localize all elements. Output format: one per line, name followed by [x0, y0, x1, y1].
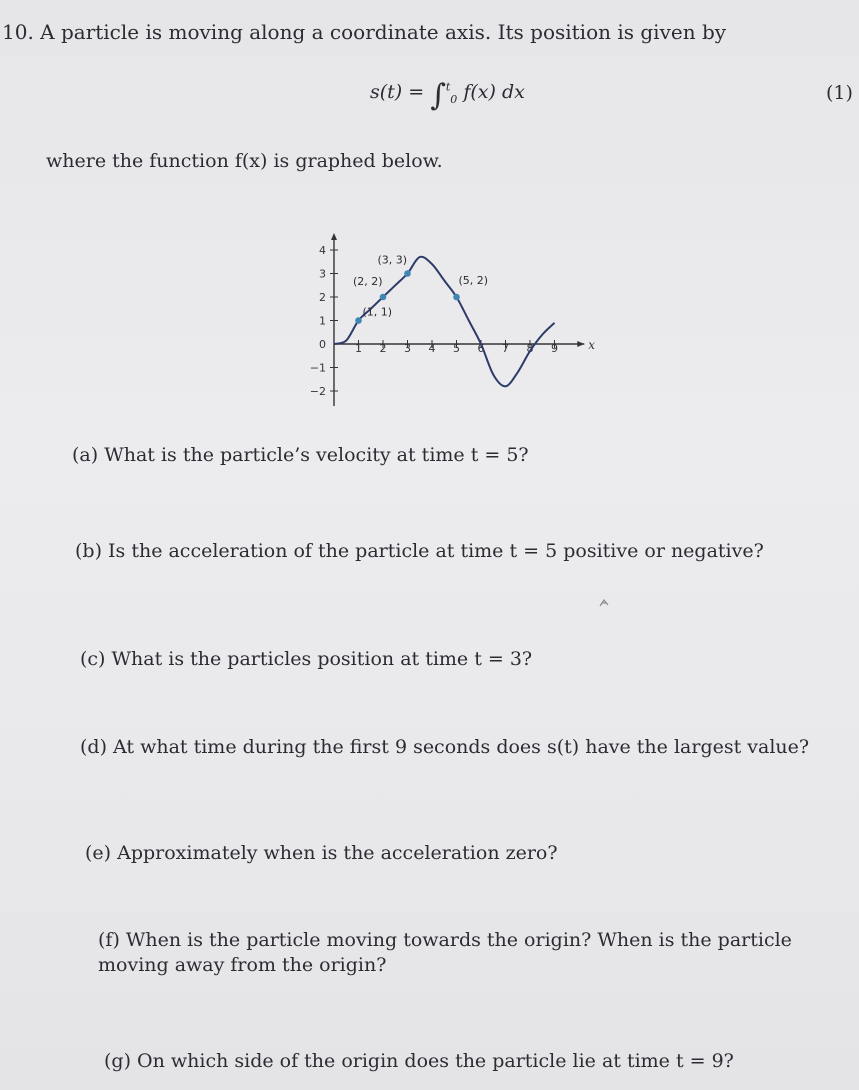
- x-tick-label: 7: [502, 342, 509, 355]
- problem-statement: 10. A particle is moving along a coordinate axis. Its position is given by: [2, 20, 727, 44]
- question-b: (b) Is the acceleration of the particle at time t = 5 positive or negative?: [75, 540, 764, 562]
- question-g: (g) On which side of the origin does the particle lie at time t = 9?: [104, 1050, 734, 1072]
- question-a: (a) What is the particle’s velocity at time t = 5?: [72, 444, 529, 466]
- formula-lhs: s(t) =: [370, 81, 425, 103]
- x-tick-label: 5: [453, 342, 460, 355]
- x-tick-label: 2: [379, 342, 387, 355]
- data-point-label: (3, 3): [377, 253, 408, 267]
- question-f: (f) When is the particle moving towards the origin? When is the particle moving away from the origin?: [98, 929, 792, 976]
- question-e: (e) Approximately when is the acceleration zero?: [85, 842, 558, 864]
- question-c: (c) What is the particles position at time t = 3?: [80, 648, 533, 670]
- integral-lower-limit: 0: [450, 92, 458, 106]
- x-axis-arrow: [577, 341, 584, 347]
- function-graph: [296, 222, 606, 417]
- y-tick-label: 1: [319, 314, 326, 328]
- pen-mark: [598, 597, 610, 609]
- y-tick-label: 0: [319, 338, 326, 351]
- data-point: [355, 317, 362, 324]
- graph-intro: where the function f(x) is graphed below.: [46, 150, 443, 172]
- y-tick-label: 4: [319, 244, 326, 257]
- x-tick-label: 3: [404, 342, 411, 355]
- labeled-points: [353, 254, 488, 324]
- data-point-label: (5, 2): [458, 274, 489, 287]
- data-point: [404, 270, 411, 277]
- x-axis-label: x: [588, 338, 596, 352]
- x-tick-label: 9: [551, 342, 558, 355]
- data-point-label: (1, 1): [362, 305, 393, 319]
- position-formula: [370, 78, 525, 113]
- equation-number: (1): [826, 82, 853, 104]
- integral-sign: ∫: [430, 78, 446, 113]
- data-point: [380, 294, 387, 301]
- y-axis-arrow: [331, 233, 337, 240]
- x-tick-label: 8: [526, 342, 534, 355]
- integral-upper-limit: t: [445, 80, 451, 94]
- y-tick-label: −1: [309, 361, 326, 375]
- graph-axes: [331, 233, 595, 406]
- data-point: [453, 294, 460, 301]
- x-tick-label: 6: [477, 342, 485, 355]
- y-tick-label: −2: [309, 385, 326, 398]
- formula-integrand: f(x) dx: [463, 81, 525, 103]
- y-tick-label: 2: [319, 291, 326, 304]
- y-tick-label: 3: [319, 267, 326, 281]
- data-point-label: (2, 2): [353, 275, 383, 288]
- question-d: (d) At what time during the first 9 seconds does s(t) have the largest value?: [80, 736, 810, 758]
- x-tick-label: 4: [428, 342, 436, 355]
- x-tick-label: 1: [355, 342, 362, 355]
